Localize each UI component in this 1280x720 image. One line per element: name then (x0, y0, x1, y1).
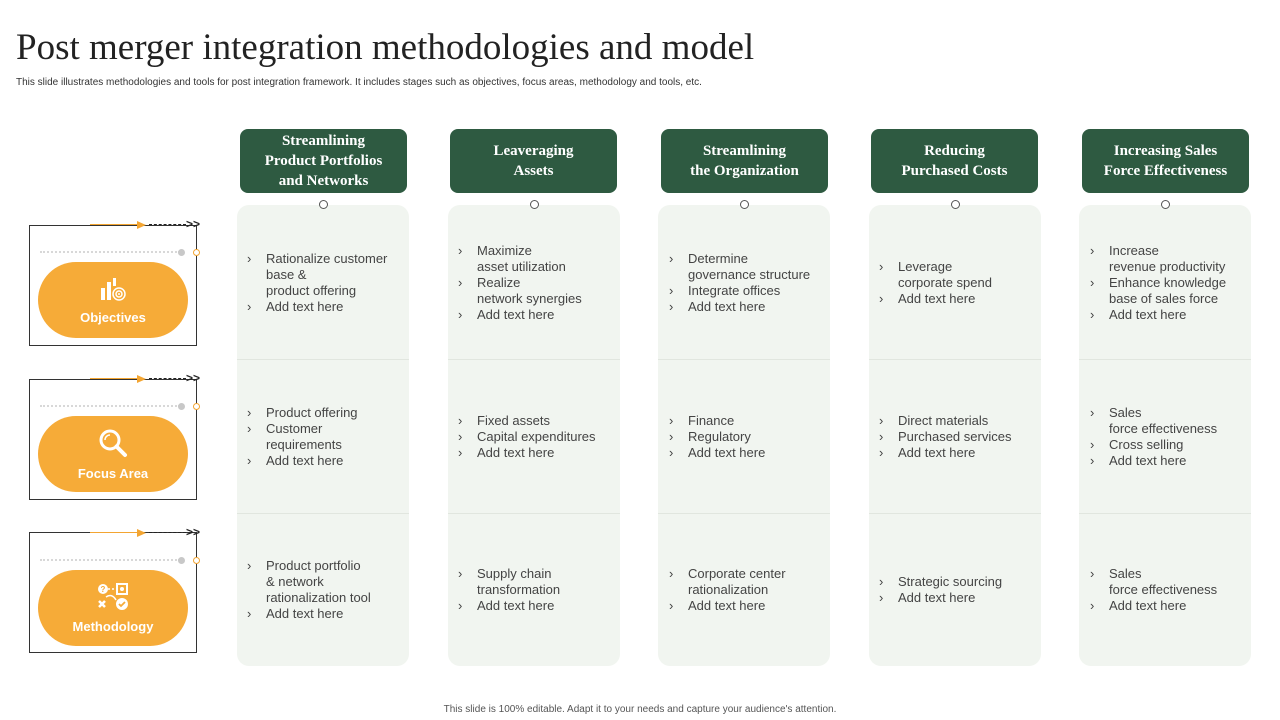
cell-methodology (247, 558, 371, 622)
list-item: › Add text here (669, 598, 766, 613)
double-chevron-icon: >> (186, 371, 201, 385)
item-text: Add text here (688, 598, 766, 613)
item-text: Add text here (477, 307, 555, 322)
item-text: Add text here (477, 445, 555, 460)
row-divider (658, 513, 830, 514)
item-text: Cross selling (1109, 437, 1184, 452)
column-dot (1161, 200, 1170, 209)
dashed-connector (149, 532, 186, 533)
row-label: Methodology (72, 618, 154, 634)
item-text: Add text here (898, 291, 976, 306)
item-text: Sales force effectiveness (1109, 566, 1218, 597)
list-item: › Increase revenue productivity (1090, 243, 1226, 274)
cell-focus-area (458, 413, 596, 461)
item-text: Direct materials (898, 413, 989, 428)
page-title: Post merger integration methodologies and model (16, 27, 755, 68)
row-divider (1079, 359, 1251, 360)
cell-focus-area (247, 405, 358, 469)
list-item: › Add text here (879, 445, 976, 460)
row-divider (237, 513, 409, 514)
item-text: Product portfolio & network rationalization tool (266, 558, 371, 605)
orange-connector (90, 224, 138, 225)
item-text: Fixed assets (477, 413, 550, 428)
column-header-costs (871, 129, 1038, 193)
arrow-head-icon (137, 221, 146, 229)
dotted-line (40, 251, 180, 253)
dashed-connector (149, 224, 186, 225)
item-text: Add text here (688, 445, 766, 460)
gray-dot (178, 403, 185, 410)
cell-objectives (458, 243, 582, 323)
item-text: Add text here (898, 590, 976, 605)
cell-objectives (247, 251, 387, 315)
footer-note: This slide is 100% editable. Adapt it to your needs and capture your audience's attention. (443, 704, 837, 715)
item-text: Capital expenditures (477, 429, 596, 444)
column-header-text: Leaveraging Assets (493, 143, 574, 179)
cell-objectives (879, 259, 992, 307)
cell-methodology (669, 566, 786, 614)
cell-methodology (1090, 566, 1217, 614)
list-item: › Direct materials (879, 413, 989, 428)
list-item: › Enhance knowledge base of sales force (1090, 275, 1227, 306)
list-item: › Integrate offices (669, 283, 781, 298)
item-text: Integrate offices (688, 283, 781, 298)
item-text: Corporate center rationalization (688, 566, 786, 597)
list-item: › Add text here (247, 453, 344, 468)
list-item: › Add text here (458, 445, 555, 460)
item-text: Supply chain transformation (477, 566, 561, 597)
objectives-pill (38, 262, 188, 338)
row-divider (869, 513, 1041, 514)
list-item: › Add text here (1090, 453, 1187, 468)
column-dot (951, 200, 960, 209)
item-text: Add text here (688, 299, 766, 314)
cell-objectives (1090, 243, 1226, 323)
cell-focus-area (669, 413, 765, 461)
item-text: Sales force effectiveness (1109, 405, 1218, 436)
list-item: › Add text here (1090, 598, 1187, 613)
item-text: Leverage corporate spend (898, 259, 992, 290)
cell-focus-area (879, 413, 1011, 461)
list-item: › Add text here (247, 299, 344, 314)
cell-objectives (669, 251, 810, 315)
list-item: › Maximize asset utilization (458, 243, 566, 274)
svg-text:?: ? (100, 584, 106, 594)
list-item: › Fixed assets (458, 413, 550, 428)
page-subtitle: This slide illustrates methodologies and tools for post integration framework. It includes stages such as objectives, focus areas, methodology and tools, etc. (16, 77, 702, 88)
list-item: › Add text here (879, 291, 976, 306)
orange-connector (90, 378, 138, 379)
column-dot (319, 200, 328, 209)
column-dot (530, 200, 539, 209)
arrow-head-icon (137, 375, 146, 383)
strategy-icon (97, 583, 129, 611)
column-header-organization (661, 129, 828, 193)
item-text: Add text here (266, 299, 344, 314)
focus-area-pill (38, 416, 188, 492)
list-item: › Leverage corporate spend (879, 259, 992, 290)
arrow-head-icon (137, 529, 146, 537)
list-item: › Rationalize customer base & product offering (247, 251, 388, 298)
item-text: Add text here (1109, 453, 1187, 468)
chart-target-icon (99, 276, 127, 302)
item-text: Add text here (477, 598, 555, 613)
row-label: Objectives (80, 309, 146, 325)
list-item: › Add text here (669, 299, 766, 314)
item-text: Add text here (1109, 307, 1187, 322)
column-header-text: Increasing Sales Force Effectiveness (1103, 143, 1228, 179)
row-divider (448, 359, 620, 360)
row-label: Focus Area (77, 465, 149, 481)
list-item: › Cross selling (1090, 437, 1184, 452)
list-item: › Add text here (879, 590, 976, 605)
item-text: Add text here (898, 445, 976, 460)
list-item: › Product offering (247, 405, 358, 420)
item-text: Strategic sourcing (898, 574, 1003, 589)
list-item: › Add text here (669, 445, 766, 460)
orange-ring-dot (193, 403, 200, 410)
gray-dot (178, 557, 185, 564)
list-item: › Sales force effectiveness (1090, 405, 1218, 436)
column-header-text: Streamlining Product Portfolios and Networks (264, 133, 383, 189)
row-divider (237, 359, 409, 360)
list-item: › Add text here (458, 307, 555, 322)
item-text: Rationalize customer base & product offering (266, 251, 388, 298)
item-text: Finance (688, 413, 735, 428)
item-text: Product offering (266, 405, 358, 420)
row-divider (869, 359, 1041, 360)
column-header-text: Streamlining the Organization (690, 143, 799, 179)
list-item: › Capital expenditures (458, 429, 596, 444)
column-header-portfolios (240, 129, 407, 193)
orange-ring-dot (193, 249, 200, 256)
list-item: › Add text here (1090, 307, 1187, 322)
list-item: › Corporate center rationalization (669, 566, 786, 597)
list-item: › Realize network synergies (458, 275, 582, 306)
row-divider (448, 513, 620, 514)
list-item: › Sales force effectiveness (1090, 566, 1218, 597)
double-chevron-icon: >> (186, 217, 201, 231)
column-header-sales (1082, 129, 1249, 193)
list-item: › Add text here (458, 598, 555, 613)
methodology-pill (38, 570, 188, 646)
item-text: Customer requirements (266, 421, 342, 452)
item-text: Regulatory (688, 429, 751, 444)
dashed-connector (149, 378, 186, 379)
column-dot (740, 200, 749, 209)
list-item: › Strategic sourcing (879, 574, 1003, 589)
double-chevron-icon: >> (186, 525, 201, 539)
item-text: Add text here (266, 453, 344, 468)
row-divider (1079, 513, 1251, 514)
cell-focus-area (1090, 405, 1217, 469)
item-text: Determine governance structure (688, 251, 811, 282)
list-item: › Product portfolio & network rationalization tool (247, 558, 371, 605)
item-text: Purchased services (898, 429, 1012, 444)
item-text: Enhance knowledge base of sales force (1109, 275, 1227, 306)
item-text: Add text here (1109, 598, 1187, 613)
list-item: › Customer requirements (247, 421, 342, 452)
orange-ring-dot (193, 557, 200, 564)
list-item: › Finance (669, 413, 735, 428)
item-text: Increase revenue productivity (1109, 243, 1226, 274)
cell-methodology (458, 566, 560, 614)
item-text: Maximize asset utilization (477, 243, 566, 274)
dotted-line (40, 559, 180, 561)
cell-methodology (879, 574, 1002, 606)
orange-connector (90, 532, 138, 533)
list-item: › Add text here (247, 606, 344, 621)
magnifier-icon (98, 428, 128, 458)
list-item: › Purchased services (879, 429, 1012, 444)
dotted-line (40, 405, 180, 407)
item-text: Add text here (266, 606, 344, 621)
list-item: › Supply chain transformation (458, 566, 561, 597)
row-divider (658, 359, 830, 360)
list-item: › Regulatory (669, 429, 751, 444)
gray-dot (178, 249, 185, 256)
list-item: › Determine governance structure (669, 251, 811, 282)
column-header-assets (450, 129, 617, 193)
column-header-text: Reducing Purchased Costs (901, 143, 1008, 179)
item-text: Realize network synergies (477, 275, 582, 306)
